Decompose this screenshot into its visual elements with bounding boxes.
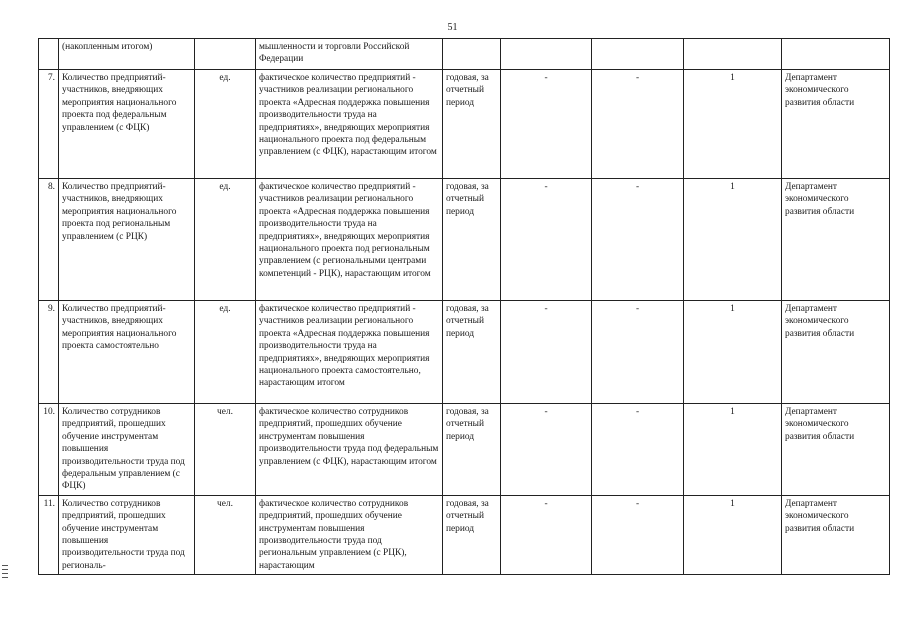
responsible-department: Департамент экономического развития области — [782, 70, 890, 179]
unit-of-measure: чел. — [195, 495, 256, 574]
calculation-method: фактическое количество предприятий - участников реализации регионального проекта «Адресная поддержка повышения производительности труда на предприятиях», внедряющих мероприятия национального проекта под федеральным управлением (с ФЦК), нарастающим итогом — [256, 70, 443, 179]
responsible-department — [782, 39, 890, 70]
table-row — [39, 495, 890, 574]
value-cell-2: - — [592, 495, 684, 574]
calculation-method: фактическое количество предприятий - участников реализации регионального проекта «Адресная поддержка повышения производительности труда на предприятиях», внедряющих мероприятия национального проекта самостоятельно, нарастающим итогом — [256, 301, 443, 404]
value-cell-3: 1 — [684, 70, 782, 179]
calculation-method: фактическое количество сотрудников предприятий, прошедших обучение инструментам повышения производительности труда под региональным управлением (с РЦК), нарастающим — [256, 495, 443, 574]
value-cell-2: - — [592, 301, 684, 404]
value-cell-2: - — [592, 404, 684, 496]
indicator-name: Количество предприятий-участников, внедряющих мероприятия национального проекта самостоятельно — [59, 301, 195, 404]
value-cell-1 — [501, 39, 592, 70]
unit-of-measure: ед. — [195, 301, 256, 404]
indicator-name: Количество сотрудников предприятий, прошедших обучение инструментам повышения производительности труда под федеральным управлением (с ФЦК) — [59, 404, 195, 496]
value-cell-3 — [684, 39, 782, 70]
value-cell-1: - — [501, 495, 592, 574]
responsible-department: Департамент экономического развития области — [782, 495, 890, 574]
table-body — [39, 39, 890, 575]
table-row — [39, 404, 890, 496]
row-number: 8. — [39, 179, 59, 301]
table-row — [39, 39, 890, 70]
value-cell-3: 1 — [684, 301, 782, 404]
table-row — [39, 301, 890, 404]
calculation-method: фактическое количество сотрудников предприятий, прошедших обучение инструментам повышения производительности труда под федеральным управлением (с ФЦК), нарастающим итогом — [256, 404, 443, 496]
indicators-table — [38, 38, 890, 575]
row-number: 7. — [39, 70, 59, 179]
value-cell-2 — [592, 39, 684, 70]
calculation-method: мышленности и торговли Российской Федерации — [256, 39, 443, 70]
row-number — [39, 39, 59, 70]
value-cell-2: - — [592, 179, 684, 301]
scan-margin-marks — [2, 565, 8, 581]
responsible-department: Департамент экономического развития области — [782, 404, 890, 496]
unit-of-measure: ед. — [195, 179, 256, 301]
responsible-department: Департамент экономического развития области — [782, 301, 890, 404]
row-number: 10. — [39, 404, 59, 496]
value-cell-3: 1 — [684, 495, 782, 574]
value-cell-2: - — [592, 70, 684, 179]
indicator-name: Количество предприятий-участников, внедряющих мероприятия национального проекта под региональным управлением (с РЦК) — [59, 179, 195, 301]
reporting-period: годовая, за отчетный период — [443, 70, 501, 179]
unit-of-measure: ед. — [195, 70, 256, 179]
calculation-method: фактическое количество предприятий - участников реализации регионального проекта «Адресная поддержка повышения производительности труда на предприятиях», внедряющих мероприятия национального проекта под региональным управлением (с региональными центрами компетенций - РЦК), нарастающим итогом — [256, 179, 443, 301]
reporting-period — [443, 39, 501, 70]
indicator-name: (накопленным итогом) — [59, 39, 195, 70]
reporting-period: годовая, за отчетный период — [443, 301, 501, 404]
unit-of-measure: чел. — [195, 404, 256, 496]
row-number: 11. — [39, 495, 59, 574]
value-cell-1: - — [501, 404, 592, 496]
page-number: 51 — [447, 22, 458, 33]
value-cell-3: 1 — [684, 179, 782, 301]
table-row — [39, 70, 890, 179]
value-cell-1: - — [501, 301, 592, 404]
value-cell-3: 1 — [684, 404, 782, 496]
indicator-name: Количество сотрудников предприятий, прошедших обучение инструментам повышения производительности труда под региональ- — [59, 495, 195, 574]
reporting-period: годовая, за отчетный период — [443, 404, 501, 496]
indicator-name: Количество предприятий-участников, внедряющих мероприятия национального проекта под федеральным управлением (с ФЦК) — [59, 70, 195, 179]
table-row — [39, 179, 890, 301]
row-number: 9. — [39, 301, 59, 404]
unit-of-measure — [195, 39, 256, 70]
reporting-period: годовая, за отчетный период — [443, 495, 501, 574]
value-cell-1: - — [501, 179, 592, 301]
responsible-department: Департамент экономического развития области — [782, 179, 890, 301]
reporting-period: годовая, за отчетный период — [443, 179, 501, 301]
value-cell-1: - — [501, 70, 592, 179]
